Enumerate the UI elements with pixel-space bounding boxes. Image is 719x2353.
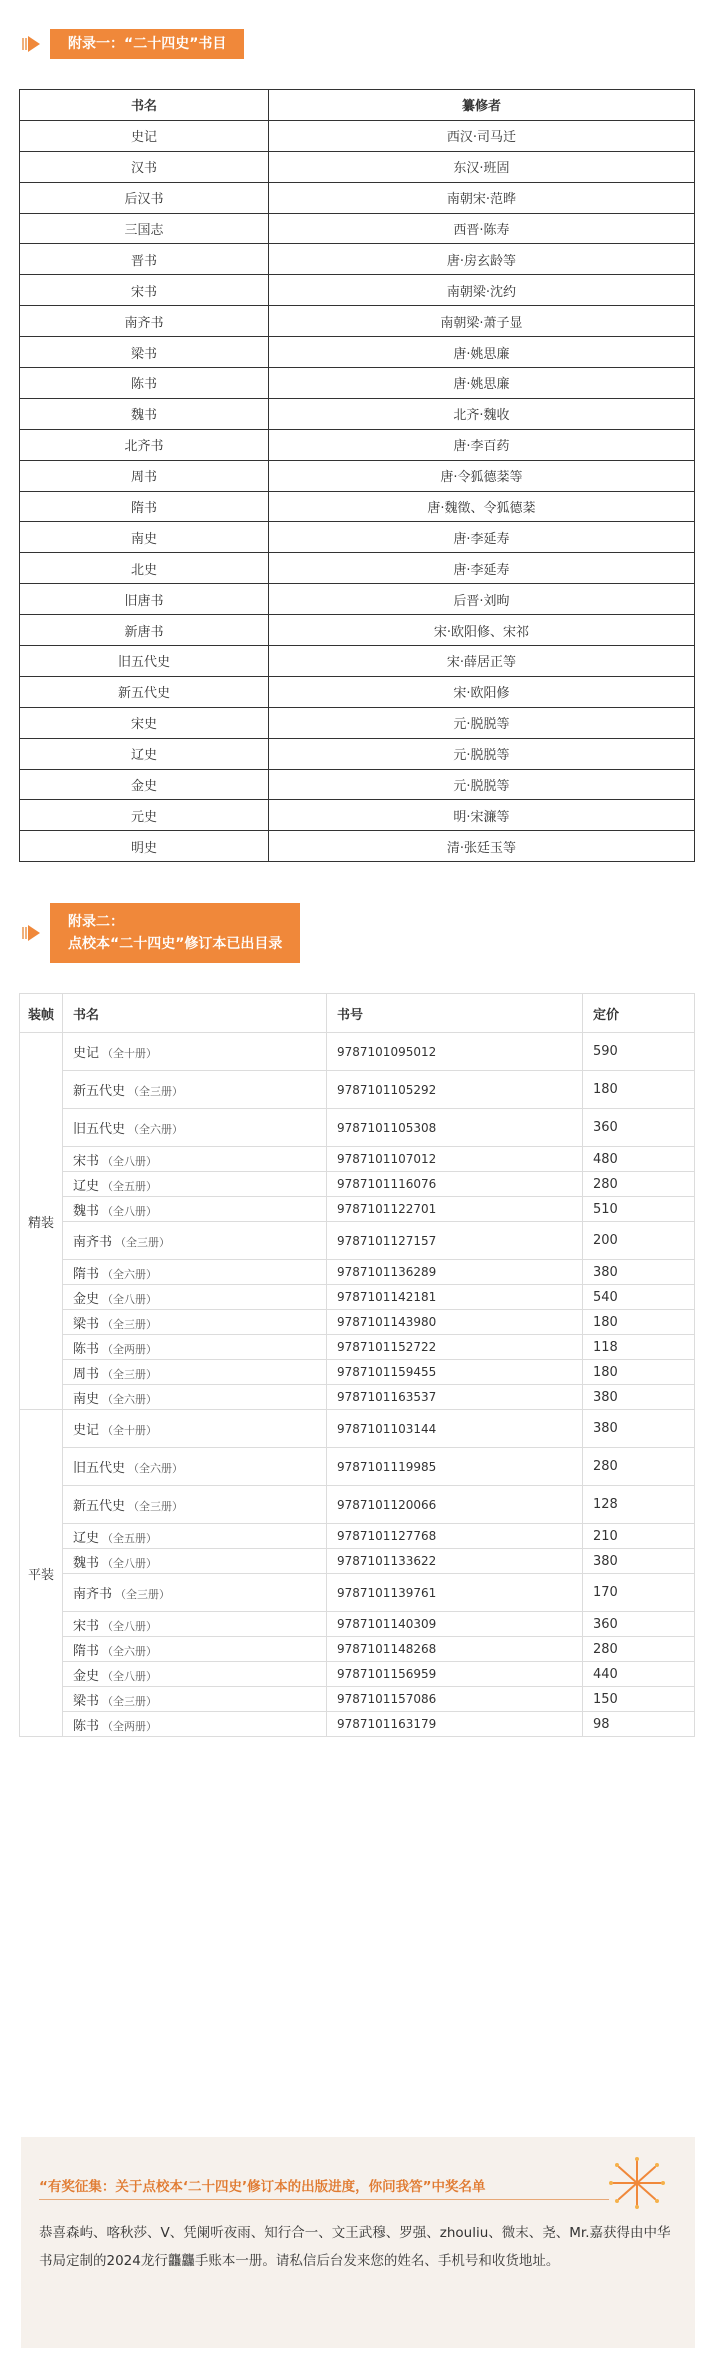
compiler-cell: 南朝宋·范晔 [269,182,695,213]
header-binding: 装帧 [20,994,63,1033]
price-cell: 360 [583,1109,695,1147]
isbn-cell: 9787101120066 [327,1486,583,1524]
price-cell: 380 [583,1549,695,1574]
table-row [20,1360,695,1385]
table-row [20,646,695,677]
compiler-cell: 北齐·魏收 [269,398,695,429]
table-row [20,1260,695,1285]
table-row [20,1285,695,1310]
isbn-cell: 9787101143980 [327,1310,583,1335]
volume-count: （全八册） [102,1669,158,1683]
isbn-cell: 9787101119985 [327,1448,583,1486]
volume-count: （全八册） [102,1619,158,1633]
book-title: 新五代史 [73,1084,126,1099]
book-title: 陈书 [73,1718,100,1734]
award-title: “有奖征集：关于点校本‘二十四史’修订本的出版进度，你问我答”中奖名单 [39,2179,486,2195]
revised-edition-table [19,993,695,1737]
isbn-cell: 9787101133622 [327,1549,583,1574]
binding-cell: 精装 [20,1033,63,1410]
book-name-cell: 周书 [20,460,269,491]
compiler-cell: 宋·欧阳修 [269,676,695,707]
isbn-cell: 9787101140309 [327,1612,583,1637]
firework-icon [605,2153,669,2213]
volume-count: （全三册） [102,1367,158,1381]
volume-count: （全三册） [102,1694,158,1708]
price-cell: 510 [583,1197,695,1222]
price-cell: 590 [583,1033,695,1071]
table-row [20,120,695,151]
price-cell: 180 [583,1310,695,1335]
table-header-row [20,994,695,1033]
isbn-cell: 9787101127768 [327,1524,583,1549]
table-row [20,491,695,522]
price-cell: 170 [583,1574,695,1612]
section1-header [20,29,244,59]
volume-count: （全三册） [128,1085,184,1098]
isbn-cell: 9787101095012 [327,1033,583,1071]
table-row [20,1486,695,1524]
section1-title: 附录一：“二十四史”书目 [50,29,244,59]
section2-title [50,903,300,963]
volume-count: （全三册） [115,1588,171,1601]
book-title: 宋书 [73,1618,100,1634]
book-name-cell: 隋书 [20,491,269,522]
title-cell [63,1360,327,1385]
isbn-cell: 9787101122701 [327,1197,583,1222]
table-row [20,1071,695,1109]
price-cell: 540 [583,1285,695,1310]
book-title: 新五代史 [73,1499,126,1514]
volume-count: （全八册） [102,1154,158,1168]
price-cell: 128 [583,1486,695,1524]
section2-title-line2: 点校本“二十四史”修订本已出目录 [68,936,283,952]
book-title: 史记 [73,1046,100,1061]
volume-count: （全十册） [102,1424,158,1437]
table-row [20,368,695,399]
title-cell [63,1524,327,1549]
compiler-cell: 清·张廷玉等 [269,831,695,862]
book-title: 辽史 [73,1178,100,1194]
table-row [20,553,695,584]
book-name-cell: 梁书 [20,337,269,368]
table-row [20,337,695,368]
table-row [20,1172,695,1197]
compiler-cell: 元·脱脱等 [269,738,695,769]
arrow-icon [20,922,42,944]
book-name-cell: 北齐书 [20,429,269,460]
book-title: 周书 [73,1366,100,1382]
book-name-cell: 新五代史 [20,676,269,707]
table-row [20,306,695,337]
section2-title-line1: 附录二： [68,914,124,930]
compiler-cell: 唐·姚思廉 [269,368,695,399]
table-row [20,398,695,429]
title-cell [63,1637,327,1662]
title-cell [63,1222,327,1260]
book-name-cell: 陈书 [20,368,269,399]
compiler-cell: 东汉·班固 [269,151,695,182]
arrow-icon [20,33,42,55]
book-title: 金史 [73,1291,100,1307]
table-row [20,429,695,460]
title-cell [63,1310,327,1335]
header-compiler: 纂修者 [269,90,695,121]
book-name-cell: 晋书 [20,244,269,275]
divider [39,2199,609,2200]
isbn-cell: 9787101127157 [327,1222,583,1260]
book-name-cell: 史记 [20,120,269,151]
title-cell [63,1712,327,1737]
table-row [20,1524,695,1549]
volume-count: （全六册） [128,1123,184,1136]
price-cell: 180 [583,1071,695,1109]
volume-count: （全六册） [102,1644,158,1658]
volume-count: （全五册） [102,1531,158,1545]
isbn-cell: 9787101103144 [327,1410,583,1448]
table-row [20,1574,695,1612]
volume-count: （全两册） [102,1719,158,1733]
table-row [20,1310,695,1335]
isbn-cell: 9787101105308 [327,1109,583,1147]
table-row [20,831,695,862]
table-row [20,1662,695,1687]
book-name-cell: 南史 [20,522,269,553]
header-book-name: 书名 [20,90,269,121]
title-cell [63,1172,327,1197]
table-row [20,244,695,275]
isbn-cell: 9787101159455 [327,1360,583,1385]
price-cell: 380 [583,1410,695,1448]
book-name-cell: 后汉书 [20,182,269,213]
book-name-cell: 辽史 [20,738,269,769]
title-cell [63,1147,327,1172]
price-cell: 380 [583,1385,695,1410]
volume-count: （全三册） [115,1236,171,1249]
volume-count: （全两册） [102,1342,158,1356]
compiler-cell: 唐·李延寿 [269,522,695,553]
book-name-cell: 旧唐书 [20,584,269,615]
volume-count: （全八册） [102,1556,158,1570]
book-title: 陈书 [73,1341,100,1357]
book-name-cell: 南齐书 [20,306,269,337]
table-row [20,1385,695,1410]
table-row [20,769,695,800]
table-row [20,1222,695,1260]
award-body: 恭喜森屿、喀秋莎、V、凭阑听夜雨、知行合一、文王武穆、罗强、zhouliu、微末、尧、Mr.嘉获得由中华书局定制的2024龙行龘龘手账本一册。请私信后台发来您的姓名、手机号和收货地址。 [39,2225,671,2269]
isbn-cell: 9787101105292 [327,1071,583,1109]
table-row [20,1197,695,1222]
price-cell: 360 [583,1612,695,1637]
title-cell [63,1109,327,1147]
table-row [20,275,695,306]
compiler-cell: 西汉·司马迁 [269,120,695,151]
title-cell [63,1574,327,1612]
header-price: 定价 [583,994,695,1033]
book-title: 史记 [73,1423,100,1438]
book-title: 魏书 [73,1203,100,1219]
book-list-table [19,89,695,862]
book-title: 隋书 [73,1643,100,1659]
book-name-cell: 旧五代史 [20,646,269,677]
compiler-cell: 西晋·陈寿 [269,213,695,244]
title-cell [63,1197,327,1222]
table-header-row [20,90,695,121]
table-row [20,615,695,646]
isbn-cell: 9787101163537 [327,1385,583,1410]
volume-count: （全八册） [102,1204,158,1218]
compiler-cell: 唐·李百药 [269,429,695,460]
isbn-cell: 9787101142181 [327,1285,583,1310]
title-cell [63,1612,327,1637]
volume-count: （全六册） [102,1392,158,1406]
volume-count: （全八册） [102,1292,158,1306]
table-row [20,584,695,615]
book-title: 魏书 [73,1555,100,1571]
isbn-cell: 9787101163179 [327,1712,583,1737]
table-row [20,1549,695,1574]
award-notice [21,2137,695,2348]
price-cell: 118 [583,1335,695,1360]
price-cell: 480 [583,1147,695,1172]
table-row [20,151,695,182]
title-cell [63,1260,327,1285]
price-cell: 280 [583,1637,695,1662]
volume-count: （全六册） [102,1267,158,1281]
isbn-cell: 9787101107012 [327,1147,583,1172]
table-row [20,1033,695,1071]
title-cell [63,1285,327,1310]
price-cell: 380 [583,1260,695,1285]
isbn-cell: 9787101136289 [327,1260,583,1285]
compiler-cell: 南朝梁·沈约 [269,275,695,306]
header-title: 书名 [63,994,327,1033]
volume-count: （全五册） [102,1179,158,1193]
book-name-cell: 宋史 [20,707,269,738]
price-cell: 210 [583,1524,695,1549]
table-row [20,1109,695,1147]
isbn-cell: 9787101148268 [327,1637,583,1662]
compiler-cell: 唐·房玄龄等 [269,244,695,275]
volume-count: （全三册） [128,1500,184,1513]
book-name-cell: 金史 [20,769,269,800]
book-title: 梁书 [73,1316,100,1332]
book-title: 宋书 [73,1153,100,1169]
table-row [20,1712,695,1737]
table-row [20,707,695,738]
book-name-cell: 明史 [20,831,269,862]
header-isbn: 书号 [327,994,583,1033]
volume-count: （全六册） [128,1462,184,1475]
price-cell: 280 [583,1172,695,1197]
title-cell [63,1071,327,1109]
table-row [20,676,695,707]
section2-header [20,903,300,963]
price-cell: 440 [583,1662,695,1687]
table-row [20,182,695,213]
binding-cell: 平装 [20,1410,63,1737]
table-row [20,1637,695,1662]
table-row [20,460,695,491]
table-row [20,1147,695,1172]
isbn-cell: 9787101139761 [327,1574,583,1612]
table-row [20,1410,695,1448]
price-cell: 98 [583,1712,695,1737]
compiler-cell: 南朝梁·萧子显 [269,306,695,337]
table-row [20,1335,695,1360]
book-title: 金史 [73,1668,100,1684]
book-name-cell: 三国志 [20,213,269,244]
compiler-cell: 后晋·刘昫 [269,584,695,615]
price-cell: 200 [583,1222,695,1260]
volume-count: （全三册） [102,1317,158,1331]
title-cell [63,1549,327,1574]
book-title: 南史 [73,1391,100,1407]
book-title: 辽史 [73,1530,100,1546]
book-name-cell: 汉书 [20,151,269,182]
compiler-cell: 元·脱脱等 [269,769,695,800]
compiler-cell: 唐·魏徵、令狐德棻 [269,491,695,522]
book-title: 南齐书 [73,1235,113,1250]
isbn-cell: 9787101152722 [327,1335,583,1360]
table-row [20,1448,695,1486]
price-cell: 150 [583,1687,695,1712]
price-cell: 280 [583,1448,695,1486]
compiler-cell: 宋·欧阳修、宋祁 [269,615,695,646]
table-row [20,1687,695,1712]
title-cell [63,1410,327,1448]
table-row [20,1612,695,1637]
compiler-cell: 明·宋濂等 [269,800,695,831]
title-cell [63,1033,327,1071]
title-cell [63,1385,327,1410]
book-title: 南齐书 [73,1587,113,1602]
compiler-cell: 唐·姚思廉 [269,337,695,368]
book-title: 隋书 [73,1266,100,1282]
title-cell [63,1486,327,1524]
book-title: 旧五代史 [73,1122,126,1137]
price-cell: 180 [583,1360,695,1385]
isbn-cell: 9787101157086 [327,1687,583,1712]
compiler-cell: 唐·令狐德棻等 [269,460,695,491]
compiler-cell: 宋·薛居正等 [269,646,695,677]
table-row [20,213,695,244]
volume-count: （全十册） [102,1047,158,1060]
book-name-cell: 元史 [20,800,269,831]
table-row [20,800,695,831]
table-row [20,522,695,553]
table-row [20,738,695,769]
title-cell [63,1687,327,1712]
title-cell [63,1662,327,1687]
isbn-cell: 9787101156959 [327,1662,583,1687]
book-name-cell: 新唐书 [20,615,269,646]
compiler-cell: 唐·李延寿 [269,553,695,584]
title-cell [63,1335,327,1360]
isbn-cell: 9787101116076 [327,1172,583,1197]
book-title: 旧五代史 [73,1461,126,1476]
title-cell [63,1448,327,1486]
book-title: 梁书 [73,1693,100,1709]
book-name-cell: 魏书 [20,398,269,429]
compiler-cell: 元·脱脱等 [269,707,695,738]
book-name-cell: 宋书 [20,275,269,306]
book-name-cell: 北史 [20,553,269,584]
